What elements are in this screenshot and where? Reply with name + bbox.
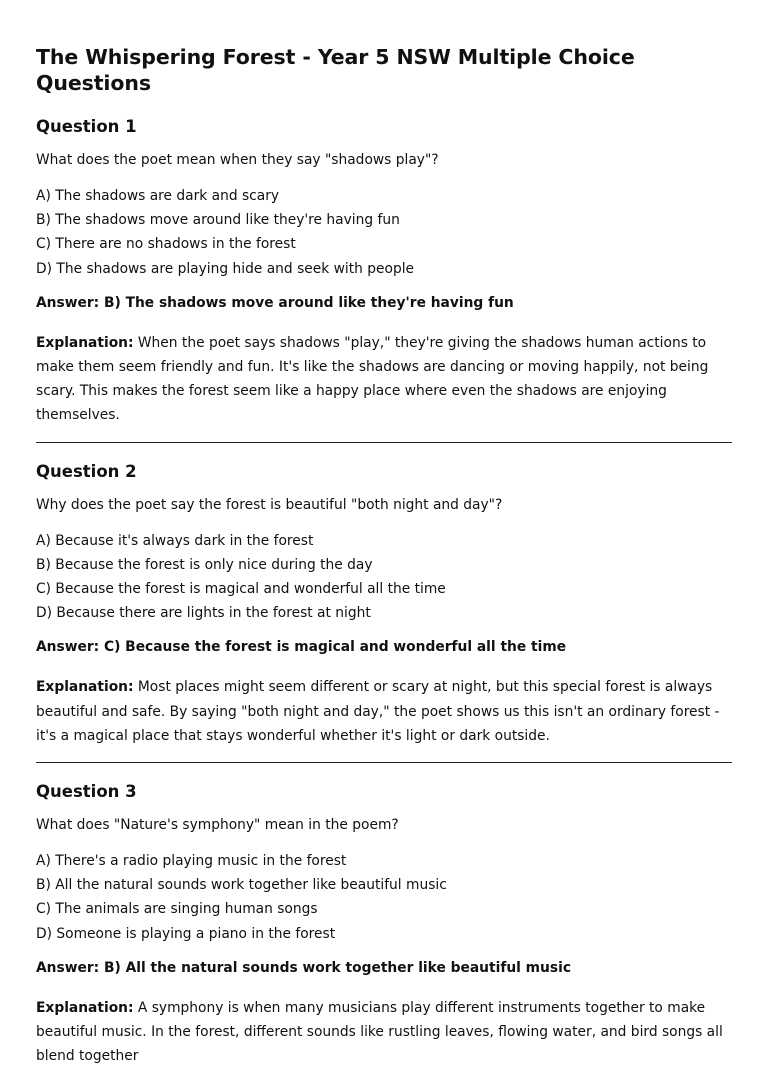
option-c: C) Because the forest is magical and wonderful all the time [36, 581, 446, 598]
question-text: What does the poet mean when they say "shadows play"? [36, 152, 439, 168]
explanation-text: Most places might seem different or scary at night, but this special forest is always beautiful and safe. By saying "both night and day," the poet shows us this isn't an ordinary forest - it's a magical place that stays wonderful whether it's light or dark outside. [36, 679, 720, 744]
option-b: B) All the natural sounds work together like beautiful music [36, 877, 447, 894]
explanation-label: Explanation: [36, 679, 134, 696]
option-a: A) There's a radio playing music in the forest [36, 853, 347, 870]
section-divider [36, 762, 732, 763]
explanation-paragraph [36, 331, 732, 428]
page-title: The Whispering Forest - Year 5 NSW Multiple Choice Questions [36, 45, 635, 95]
answer-line: Answer: B) All the natural sounds work together like beautiful music [36, 959, 571, 976]
question-1 [36, 116, 732, 428]
explanation-paragraph [36, 996, 732, 1068]
option-d: D) The shadows are playing hide and seek with people [36, 260, 415, 277]
options-list [36, 849, 732, 946]
option-c: C) The animals are singing human songs [36, 901, 318, 918]
question-heading: Question 3 [36, 782, 137, 802]
option-b: B) The shadows move around like they're having fun [36, 212, 400, 229]
answer-line: Answer: B) The shadows move around like they're having fun [36, 294, 514, 311]
question-text: Why does the poet say the forest is beautiful "both night and day"? [36, 496, 503, 513]
question-heading: Question 2 [36, 461, 137, 481]
question-heading: Question 1 [36, 117, 137, 136]
option-d: D) Someone is playing a piano in the forest [36, 925, 336, 942]
explanation-label: Explanation: [36, 999, 134, 1016]
option-d: D) Because there are lights in the forest at night [36, 605, 371, 622]
question-3 [36, 781, 732, 1068]
option-a: A) The shadows are dark and scary [36, 188, 280, 204]
question-text: What does "Nature's symphony" mean in the poem? [36, 817, 399, 834]
section-divider [36, 442, 732, 443]
explanation-text: When the poet says shadows "play," they're giving the shadows human actions to make them seem friendly and fun. It's like the shadows are dancing or moving happily, not being scary. This makes the forest seem like a happy place where even the shadows are enjoying themselves. [36, 334, 709, 424]
option-b: B) Because the forest is only nice during the day [36, 556, 373, 573]
option-a: A) Because it's always dark in the forest [36, 532, 314, 549]
explanation-text: A symphony is when many musicians play different instruments together to make beautiful music. In the forest, different sounds like rustling leaves, flowing water, and bird songs all blend together [36, 999, 723, 1065]
explanation-label: Explanation: [36, 334, 134, 351]
option-c: C) There are no shadows in the forest [36, 236, 296, 253]
options-list [36, 529, 732, 626]
question-2 [36, 461, 732, 748]
answer-line: Answer: C) Because the forest is magical and wonderful all the time [36, 639, 567, 656]
explanation-paragraph [36, 675, 732, 748]
options-list [36, 184, 732, 281]
